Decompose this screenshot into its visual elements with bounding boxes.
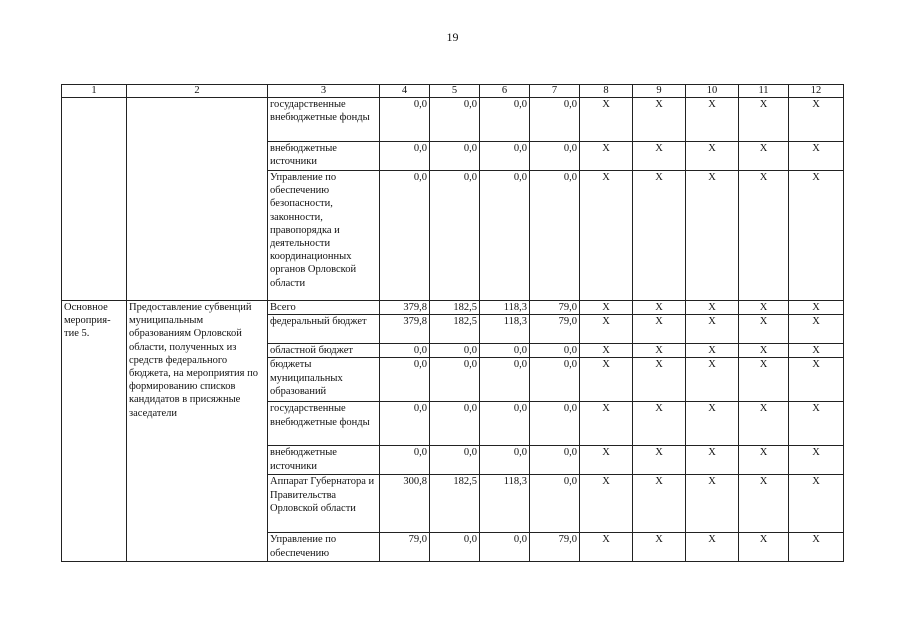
value-cell: 0,0 <box>380 344 430 358</box>
mark-cell: X <box>789 344 844 358</box>
mark-cell: X <box>789 475 844 533</box>
mark-cell: X <box>789 315 844 344</box>
mark-cell: X <box>580 171 633 301</box>
funding-source: внебюджетные источники <box>268 142 380 171</box>
value-cell: 0,0 <box>480 142 530 171</box>
mark-cell: X <box>739 344 789 358</box>
mark-cell: X <box>789 402 844 446</box>
value-cell: 0,0 <box>480 344 530 358</box>
column-header: 7 <box>530 85 580 98</box>
mark-cell: X <box>580 142 633 171</box>
mark-cell: X <box>739 402 789 446</box>
mark-cell: X <box>739 171 789 301</box>
mark-cell: X <box>580 98 633 142</box>
funding-source: Управление по обеспечению <box>268 533 380 562</box>
mark-cell: X <box>633 475 686 533</box>
column-header: 11 <box>739 85 789 98</box>
value-cell: 0,0 <box>380 402 430 446</box>
column-header: 2 <box>127 85 268 98</box>
value-cell: 0,0 <box>430 446 480 475</box>
header-row <box>62 85 844 98</box>
column-header: 10 <box>686 85 739 98</box>
mark-cell: X <box>580 446 633 475</box>
value-cell: 0,0 <box>380 446 430 475</box>
mark-cell: X <box>789 358 844 402</box>
mark-cell: X <box>739 446 789 475</box>
funding-source: Управление по обеспечению безопасности, законности, правопорядка и деятельности координационных органов Орловской области <box>268 171 380 301</box>
mark-cell: X <box>633 315 686 344</box>
mark-cell: X <box>789 98 844 142</box>
mark-cell: X <box>633 402 686 446</box>
column-header: 8 <box>580 85 633 98</box>
value-cell: 0,0 <box>480 446 530 475</box>
mark-cell: X <box>633 171 686 301</box>
funding-source: бюджеты муниципальных образований <box>268 358 380 402</box>
mark-cell: X <box>686 358 739 402</box>
mark-cell: X <box>789 142 844 171</box>
mark-cell: X <box>633 142 686 171</box>
budget-table <box>61 84 844 562</box>
mark-cell: X <box>633 358 686 402</box>
mark-cell: X <box>633 98 686 142</box>
funding-source: внебюджетные источники <box>268 446 380 475</box>
event-label-cell-empty <box>62 98 127 301</box>
column-header: 3 <box>268 85 380 98</box>
value-cell: 0,0 <box>430 533 480 562</box>
mark-cell: X <box>739 98 789 142</box>
mark-cell: X <box>580 301 633 315</box>
mark-cell: X <box>633 344 686 358</box>
mark-cell: X <box>686 142 739 171</box>
value-cell: 0,0 <box>430 358 480 402</box>
funding-source: Всего <box>268 301 380 315</box>
value-cell: 0,0 <box>530 98 580 142</box>
mark-cell: X <box>686 315 739 344</box>
value-cell: 79,0 <box>530 301 580 315</box>
value-cell: 0,0 <box>530 344 580 358</box>
mark-cell: X <box>789 446 844 475</box>
mark-cell: X <box>580 402 633 446</box>
mark-cell: X <box>580 475 633 533</box>
value-cell: 379,8 <box>380 301 430 315</box>
mark-cell: X <box>739 475 789 533</box>
value-cell: 0,0 <box>380 171 430 301</box>
mark-cell: X <box>580 358 633 402</box>
value-cell: 0,0 <box>530 402 580 446</box>
value-cell: 0,0 <box>430 142 480 171</box>
mark-cell: X <box>789 301 844 315</box>
mark-cell: X <box>789 171 844 301</box>
column-header: 4 <box>380 85 430 98</box>
mark-cell: X <box>686 301 739 315</box>
value-cell: 0,0 <box>480 358 530 402</box>
value-cell: 182,5 <box>430 475 480 533</box>
column-header: 12 <box>789 85 844 98</box>
value-cell: 0,0 <box>430 171 480 301</box>
column-header: 9 <box>633 85 686 98</box>
mark-cell: X <box>580 315 633 344</box>
column-header: 1 <box>62 85 127 98</box>
value-cell: 79,0 <box>380 533 430 562</box>
column-header: 5 <box>430 85 480 98</box>
event-label: Основное мероприя-тие 5. <box>62 301 127 562</box>
value-cell: 0,0 <box>530 171 580 301</box>
table-row <box>62 98 844 142</box>
mark-cell: X <box>739 358 789 402</box>
value-cell: 118,3 <box>480 315 530 344</box>
value-cell: 0,0 <box>480 171 530 301</box>
value-cell: 0,0 <box>530 142 580 171</box>
funding-source: Аппарат Губернатора и Правительства Орловской области <box>268 475 380 533</box>
value-cell: 182,5 <box>430 301 480 315</box>
value-cell: 300,8 <box>380 475 430 533</box>
value-cell: 0,0 <box>380 98 430 142</box>
event-description-cell-empty <box>127 98 268 301</box>
mark-cell: X <box>686 533 739 562</box>
mark-cell: X <box>739 142 789 171</box>
value-cell: 0,0 <box>430 98 480 142</box>
value-cell: 79,0 <box>530 533 580 562</box>
value-cell: 0,0 <box>530 446 580 475</box>
funding-source: федеральный бюджет <box>268 315 380 344</box>
value-cell: 0,0 <box>530 475 580 533</box>
funding-source: государственные внебюджетные фонды <box>268 98 380 142</box>
mark-cell: X <box>686 402 739 446</box>
mark-cell: X <box>686 344 739 358</box>
mark-cell: X <box>686 171 739 301</box>
value-cell: 0,0 <box>480 402 530 446</box>
value-cell: 79,0 <box>530 315 580 344</box>
mark-cell: X <box>686 98 739 142</box>
mark-cell: X <box>686 475 739 533</box>
value-cell: 379,8 <box>380 315 430 344</box>
value-cell: 0,0 <box>530 358 580 402</box>
value-cell: 0,0 <box>430 402 480 446</box>
mark-cell: X <box>580 533 633 562</box>
value-cell: 0,0 <box>480 533 530 562</box>
mark-cell: X <box>739 315 789 344</box>
page-number: 19 <box>446 30 459 44</box>
event-description: Предоставление субвенций муниципальным образованиям Орловской области, полученных из средств федерального бюджета, на мероприятия по формированию списков кандидатов в присяжные заседатели <box>127 301 268 562</box>
mark-cell: X <box>633 533 686 562</box>
value-cell: 0,0 <box>380 142 430 171</box>
column-header: 6 <box>480 85 530 98</box>
mark-cell: X <box>739 301 789 315</box>
mark-cell: X <box>789 533 844 562</box>
value-cell: 0,0 <box>380 358 430 402</box>
value-cell: 118,3 <box>480 301 530 315</box>
table-row <box>62 301 844 315</box>
value-cell: 182,5 <box>430 315 480 344</box>
value-cell: 118,3 <box>480 475 530 533</box>
funding-source: областной бюджет <box>268 344 380 358</box>
mark-cell: X <box>633 446 686 475</box>
value-cell: 0,0 <box>430 344 480 358</box>
value-cell: 0,0 <box>480 98 530 142</box>
mark-cell: X <box>686 446 739 475</box>
mark-cell: X <box>580 344 633 358</box>
mark-cell: X <box>739 533 789 562</box>
mark-cell: X <box>633 301 686 315</box>
funding-source: государственные внебюджетные фонды <box>268 402 380 446</box>
